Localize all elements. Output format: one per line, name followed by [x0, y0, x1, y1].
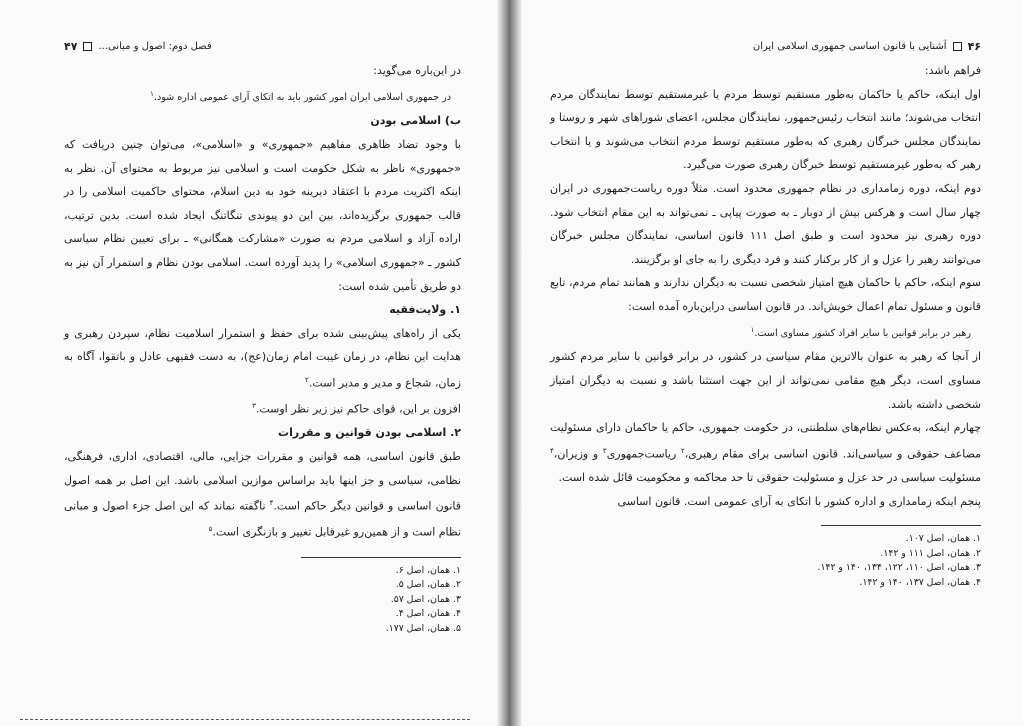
- paragraph: [550, 177, 981, 271]
- square-ornament-icon: [953, 42, 962, 51]
- text-run: چهارم اینکه، به‌عکس نظام‌های سلطنتی، در حکومت جمهوری، حاکم یا حاکمان دارای مسئولیت مضاعف حقوقی و سیاسی‌اند. قانون اساسی برای مقام رهبری،: [550, 421, 982, 461]
- text-run: ریاست‌جمهوری: [606, 447, 677, 461]
- footnote: ۵. همان، اصل ۱۷۷.: [385, 623, 461, 635]
- left-page-header: [64, 40, 461, 59]
- text-run: مسئولیت سیاسی در حد عزل و مسئولیت حقوقی تا حد محاکمه و محکومیت قائل شده است.: [558, 470, 981, 484]
- paragraph: [64, 395, 461, 421]
- text-run: ب) اسلامی بودن: [370, 114, 461, 128]
- paragraph: [64, 322, 461, 395]
- text-run: در جمهوری اسلامی ایران امور کشور باید به اتکای آرای عمومی اداره شود.: [153, 91, 451, 103]
- footnote-marker: ۴: [269, 499, 274, 508]
- square-ornament-icon: [83, 42, 92, 51]
- footnote: ۳. همان، اصل ۵۷.: [390, 593, 461, 605]
- footnote: ۴. همان، اصل ۴.: [395, 608, 461, 620]
- subsection-heading: [64, 421, 461, 445]
- right-page: [522, 0, 1023, 726]
- text-run: طبق قانون اساسی، همه قوانین و مقررات جزایی، مالی، اقتصادی، اداری، فرهنگی، نظامی، سیاسی و جز اینها باید براساس موازین اسلامی باشد. این اصل بر همه اصول قانون اساسی و قوانین دیگر حاکم است.: [64, 450, 461, 513]
- right-header-title: آشنایی با قانون اساسی جمهوری اسلامی ایران: [752, 41, 947, 52]
- book-gutter: [497, 0, 522, 726]
- footnote: ۱. همان، اصل ۶.: [395, 564, 461, 576]
- left-page: [0, 0, 497, 726]
- footnote: ۲. همان، اصل ۵.: [395, 579, 461, 591]
- footnote: ۴. همان، اصل ۱۳۷، ۱۴۰ و ۱۴۲.: [859, 576, 981, 588]
- text-run: با وجود تضاد ظاهری مفاهیم «جمهوری» و «اسلامی»، می‌توان چنین دریافت که «جمهوری» ناظر به شکل حکومت است و اسلامی نیز مربوط به محتوای آن. نظر به اینکه اکثریت مردم با اعتقاد دیرینه خود به دین اسلام، محتوای حاکمیت اسلامی را در قالب جمهوری برگزیده‌اند، بین این دو پیوندی تنگاتنگ ایجاد شده است. بدین ترتیب، اراده آزاد و اسلامی مردم به صورت «مشارکت همگانی» ـ برای تعیین نظام سیاسی کشور ـ «جمهوری اسلامی» را پدید آورده است. اسلامی بودن نظام و استمرار آن نیز به دو طریق تأمین شده است:: [64, 137, 461, 293]
- left-page-number: ۴۷: [64, 40, 78, 53]
- paragraph: [64, 445, 461, 545]
- right-page-number: ۴۶: [967, 40, 981, 53]
- paragraph: [550, 59, 981, 83]
- text-run: سوم اینکه، حاکم یا حاکمان هیچ امتیاز شخصی نسبت به دیگران ندارند و همانند تمام مردم، تابع قانون و مسئول تمام اعمال خویش‌اند. در قانون اساسی دراین‌باره آمده است:: [550, 276, 981, 313]
- subsection-heading: [64, 298, 461, 322]
- paragraph: [550, 416, 981, 489]
- section-heading: [64, 109, 461, 133]
- text-run: ناگفته نماند که این اصل جزء اصول و مبانی نظام است و از همین‌رو غیرقابل تغییر و بازنگری است.: [64, 499, 461, 540]
- left-header-title: فصل دوم: اصول و مبانی...: [98, 41, 212, 52]
- footnote-marker: ۴: [550, 446, 554, 455]
- right-footnotes: [550, 532, 981, 590]
- quotation: [64, 83, 461, 110]
- footnote: ۳. همان، اصل ۱۱۰، ۱۲۲، ۱۳۴، ۱۴۰ و ۱۴۲.: [817, 562, 981, 574]
- page-bottom-edge: [20, 719, 470, 721]
- text-run: پنجم اینکه زمامداری و اداره کشور با اتکای به آرای عمومی است. قانون اساسی: [617, 494, 981, 508]
- text-run: از آنجا که رهبر به عنوان بالاترین مقام سیاسی در کشور، در برابر قوانین با سایر مردم کشور مساوی است، دیگر هیچ مقامی نمی‌تواند از این جهت استثنا باشد و نسبت به دیگران امتیاز شخصی داشته باشد.: [550, 350, 981, 411]
- text-run: ۲. اسلامی بودن قوانین و مقررات: [278, 426, 461, 440]
- text-run: رهبر در برابر قوانین با سایر افراد کشور مساوی است.: [754, 327, 971, 339]
- footnote-rule: [821, 525, 981, 526]
- right-page-header: [550, 40, 981, 59]
- footnote: ۲. همان، اصل ۱۱۱ و ۱۴۲.: [880, 547, 981, 559]
- text-run: فراهم باشد:: [924, 64, 981, 77]
- footnote-marker: ۱: [150, 89, 154, 98]
- text-run: یکی از راه‌های پیش‌بینی شده برای حفظ و استمرار اسلامیت نظام، سپردن رهبری و هدایت این نظام، در زمان غیبت امام زمان(عج)، به دست فقیهی عادل و باتقوا، آگاه به زمان، شجاع و مدیر و مدبر است.: [64, 326, 461, 390]
- paragraph: [550, 271, 981, 318]
- quotation: [550, 319, 981, 346]
- footnote-marker: ۳: [252, 402, 256, 411]
- paragraph: [550, 345, 981, 416]
- text-run: و وزیران،: [553, 447, 599, 461]
- left-page-body: [64, 59, 461, 545]
- paragraph: [64, 133, 461, 298]
- footnote-rule: [301, 557, 461, 558]
- footnote-marker: ۳: [602, 446, 607, 455]
- text-run: اول اینکه، حاکم یا حاکمان به‌طور مستقیم توسط مردم یا غیرمستقیم توسط نمایندگان مردم انتخاب می‌شوند؛ مانند انتخاب رئیس‌جمهور، نمایندگان مجلس، اعضای شوراهای شهر و روستا و نمایندگان مجلس خبرگان رهبری که به‌طور مستقیم توسط مردم انتخاب می‌شوند و یا انتخاب رهبر که به‌طور غیرمستقیم توسط خبرگان رهبری صورت می‌گیرد.: [550, 87, 981, 172]
- paragraph: [550, 83, 981, 177]
- footnote-marker: ۱: [750, 325, 755, 334]
- text-run: در این‌باره می‌گوید:: [373, 64, 461, 77]
- text-run: دوم اینکه، دوره زمامداری در نظام جمهوری محدود است. مثلاً دوره ریاست‌جمهوری در ایران چهار سال است و هرکس بیش از دوبار ـ به صورت پیاپی ـ نمی‌تواند به این مقام انتخاب شود. دوره رهبری نیز محدود است و طبق اصل ۱۱۱ قانون اساسی، نمایندگان مجلس خبرگان می‌توانند رهبر را عزل و از کار برکنار کنند و فرد دیگری را به جای او برگزینند.: [550, 181, 981, 266]
- footnote-marker: ۲: [680, 446, 685, 455]
- right-page-body: [550, 59, 981, 513]
- footnote-marker: ۲: [305, 375, 309, 384]
- text-run: افزون بر این، قوای حاکم نیز زیر نظر اوست.: [255, 402, 461, 416]
- footnote-marker: ۵: [208, 525, 213, 534]
- paragraph: [550, 490, 981, 514]
- text-run: ۱. ولایت‌فقیه: [389, 303, 461, 317]
- paragraph: [64, 59, 461, 83]
- footnote: ۱. همان، اصل ۱۰۷.: [905, 533, 981, 545]
- left-footnotes: [64, 564, 461, 637]
